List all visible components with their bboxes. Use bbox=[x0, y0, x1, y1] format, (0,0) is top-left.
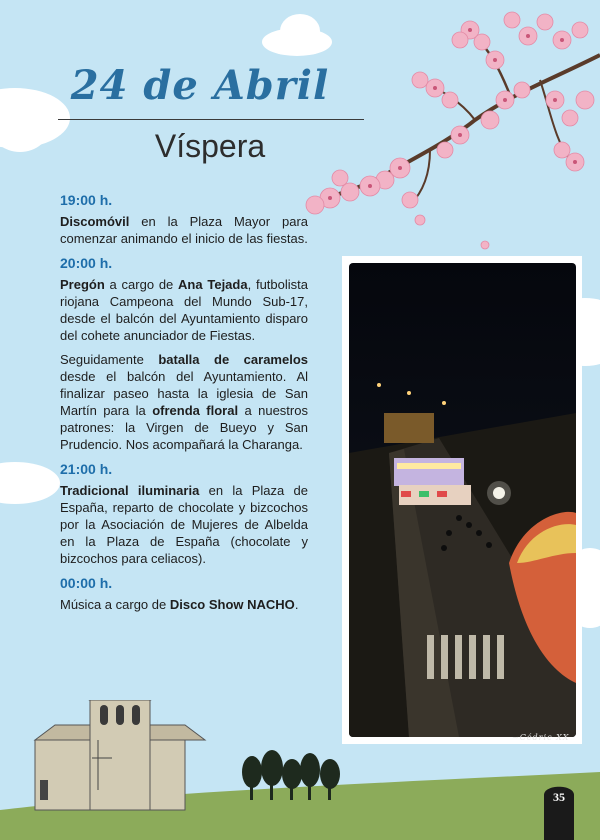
event-description bbox=[60, 276, 308, 344]
photo-credit: ~Cédric XX bbox=[512, 733, 570, 742]
event-item bbox=[60, 575, 308, 613]
event-highlight: Tradicional iluminaria bbox=[60, 483, 200, 498]
event-item bbox=[60, 255, 308, 453]
event-time: 00:00 h. bbox=[60, 575, 113, 591]
page-subtitle: Víspera bbox=[154, 128, 266, 164]
event-text: en la Plaza Mayor para comenzar animando el inicio de las fiestas. bbox=[60, 214, 308, 246]
event-description bbox=[60, 596, 308, 613]
event-text: desde el balcón del Ayuntamiento. Al finalizar paseo hasta la iglesia de San Martín para la bbox=[60, 369, 308, 418]
event-text: en la Plaza de España, reparto de chocolate y bizcochos por la Asociación de Mujeres de Albelda en la Plaza de España (chocolate y bizcochos para celiacos). bbox=[60, 483, 308, 566]
church-illustration bbox=[35, 700, 205, 810]
event-highlight: batalla de caramelos bbox=[158, 352, 309, 367]
event-time: 20:00 h. bbox=[60, 255, 113, 271]
event-highlight: Discomóvil bbox=[60, 214, 130, 229]
event-description bbox=[60, 213, 308, 247]
event-text: a nuestros patrones: la Virgen de Bueyo y San Prudencio. Nos acompañará la Charanga. bbox=[60, 403, 308, 452]
page-title-date: 24 de Abril bbox=[70, 62, 330, 109]
night-fair-photo-illustration bbox=[349, 263, 576, 737]
event-text: a cargo de bbox=[104, 277, 179, 292]
event-highlight: Ana Tejada bbox=[178, 277, 248, 292]
event-text: , futbolista riojana Campeona del Mundo Sub-17, desde el balcón del Ayuntamiento disparo del cohete anunciador de Fiestas. bbox=[60, 277, 308, 343]
event-text: Seguidamente bbox=[60, 352, 159, 367]
event-text: Música a cargo de bbox=[60, 597, 170, 612]
event-time: 19:00 h. bbox=[60, 192, 113, 208]
event-highlight: Pregón bbox=[60, 277, 105, 292]
cloud-left-mid bbox=[0, 462, 60, 504]
event-highlight: Disco Show NACHO bbox=[169, 597, 295, 612]
event-item bbox=[60, 461, 308, 567]
landscape-illustration bbox=[0, 700, 600, 840]
event-time: 21:00 h. bbox=[60, 461, 113, 477]
event-item bbox=[60, 192, 308, 247]
event-description bbox=[60, 482, 308, 567]
event-description bbox=[60, 351, 308, 453]
title-divider bbox=[58, 119, 364, 120]
page-number: 35 bbox=[553, 790, 565, 804]
event-text: . bbox=[294, 597, 299, 612]
night-fair-photo bbox=[349, 263, 576, 737]
event-list bbox=[60, 192, 308, 621]
cherry-blossom-branch-illustration bbox=[300, 0, 600, 250]
event-highlight: ofrenda floral bbox=[152, 403, 239, 418]
